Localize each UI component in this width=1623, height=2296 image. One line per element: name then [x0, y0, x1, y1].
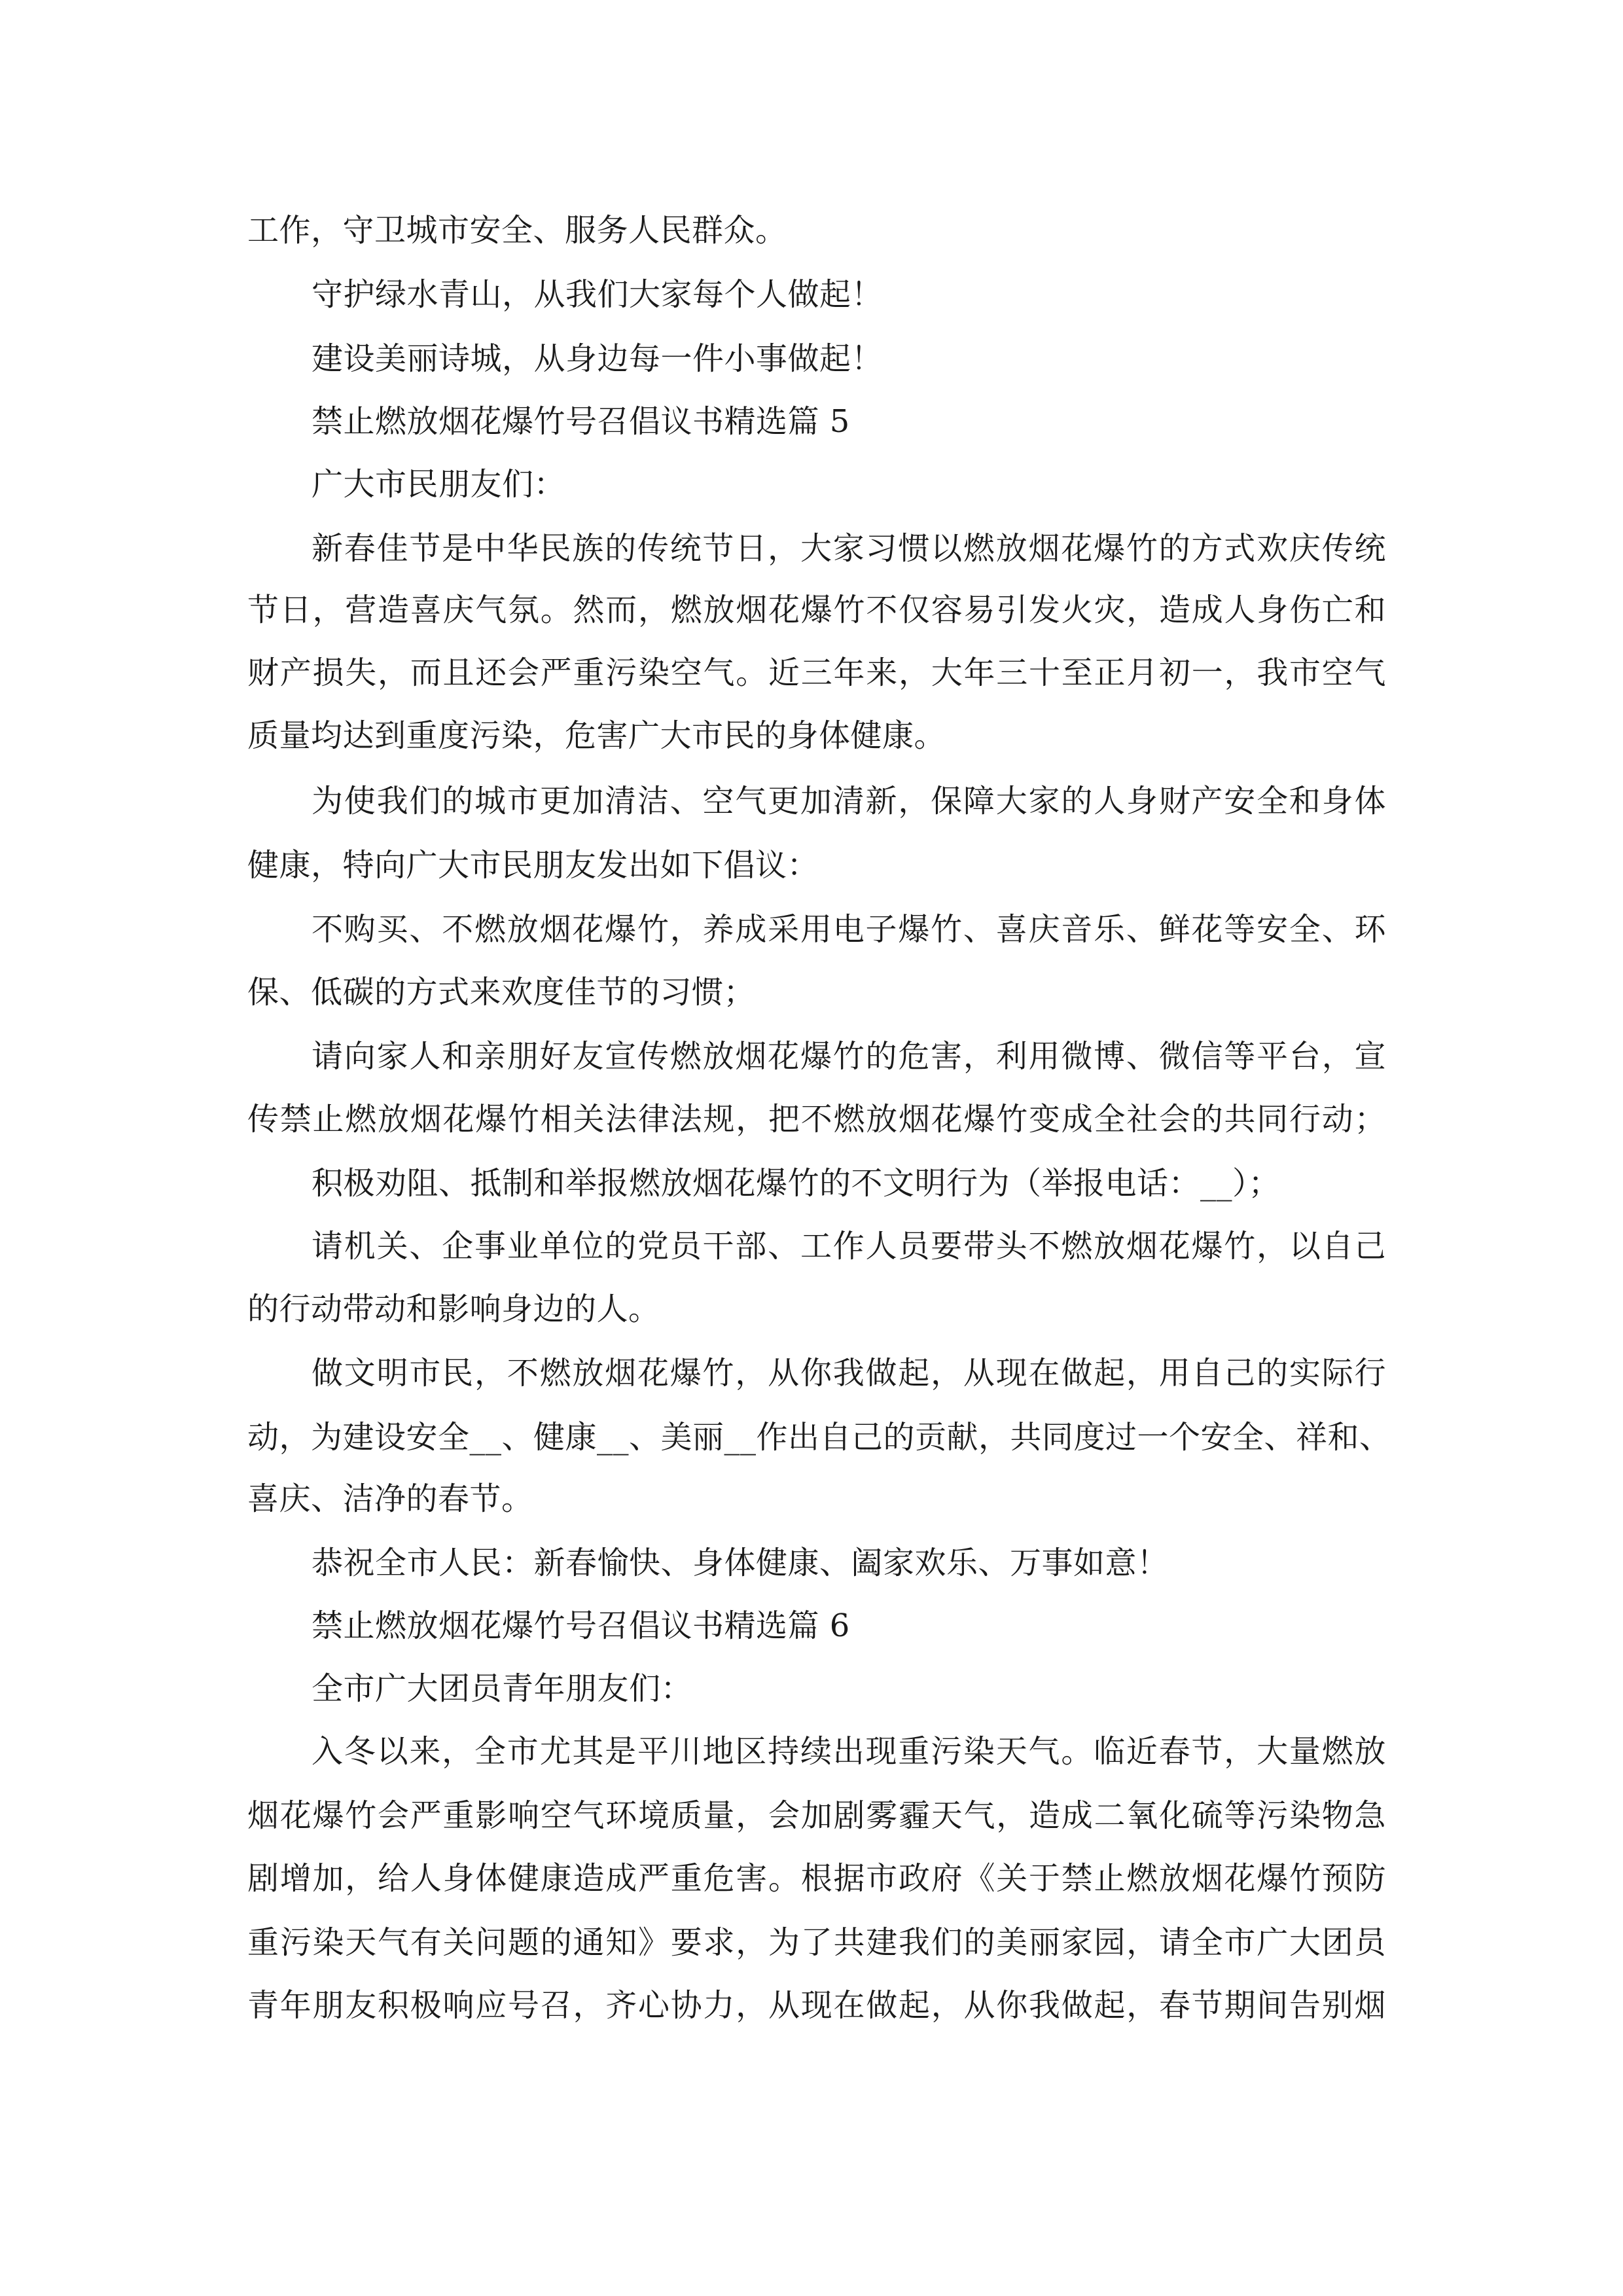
text-line: 工作，守卫城市安全、服务人民群众。 — [247, 212, 787, 249]
text-line: 烟花爆竹会严重影响空气环境质量，会加剧雾霾天气，造成二氧化硫等污染物急 — [247, 1797, 1386, 1834]
text-line: 不购买、不燃放烟花爆竹，养成采用电子爆竹、喜庆音乐、鲜花等安全、环 — [312, 911, 1386, 948]
text-line: 的行动带动和影响身边的人。 — [247, 1291, 660, 1327]
text-line: 新春佳节是中华民族的传统节日，大家习惯以燃放烟花爆竹的方式欢庆传统 — [312, 530, 1386, 567]
text-line: 健康，特向广大市民朋友发出如下倡议： — [247, 847, 819, 884]
salutation: 广大市民朋友们： — [312, 466, 566, 503]
text-line: 青年朋友积极响应号召，齐心协力，从现在做起，从你我做起，春节期间告别烟 — [247, 1987, 1386, 2024]
text-line: 重污染天气有关问题的通知》要求，为了共建我们的美丽家园，请全市广大团员 — [247, 1924, 1386, 1961]
text-line: 动，为建设安全__、健康__、美丽__作出自己的贡献，共同度过一个安全、祥和、 — [247, 1419, 1391, 1456]
text-line: 守护绿水青山，从我们大家每个人做起！ — [312, 276, 883, 313]
text-line: 传禁止燃放烟花爆竹相关法律法规，把不燃放烟花爆竹变成全社会的共同行动； — [247, 1101, 1386, 1138]
text-line: 恭祝全市人民：新春愉快、身体健康、阖家欢乐、万事如意！ — [312, 1545, 1169, 1581]
salutation: 全市广大团员青年朋友们： — [312, 1670, 693, 1707]
text-line: 做文明市民，不燃放烟花爆竹，从你我做起，从现在做起，用自己的实际行 — [312, 1355, 1386, 1391]
text-line: 剧增加，给人身体健康造成严重危害。根据市政府《关于禁止燃放烟花爆竹预防 — [247, 1860, 1386, 1897]
text-line: 节日，营造喜庆气氛。然而，燃放烟花爆竹不仅容易引发火灾，造成人身伤亡和 — [247, 592, 1386, 628]
text-line: 请向家人和亲朋好友宣传燃放烟花爆竹的危害，利用微博、微信等平台，宣 — [312, 1038, 1386, 1075]
section-heading: 禁止燃放烟花爆竹号召倡议书精选篇 6 — [312, 1607, 850, 1644]
text-line: 质量均达到重度污染，危害广大市民的身体健康。 — [247, 717, 946, 754]
text-line: 保、低碳的方式来欢度佳节的习惯； — [247, 974, 756, 1011]
text-line: 建设美丽诗城，从身边每一件小事做起！ — [312, 340, 883, 377]
text-line: 为使我们的城市更加清洁、空气更加清新，保障大家的人身财产安全和身体 — [312, 783, 1386, 819]
text-line: 请机关、企事业单位的党员干部、工作人员要带头不燃放烟花爆竹，以自己 — [312, 1228, 1386, 1265]
section-heading: 禁止燃放烟花爆竹号召倡议书精选篇 5 — [312, 403, 850, 440]
text-line: 入冬以来，全市尤其是平川地区持续出现重污染天气。临近春节，大量燃放 — [312, 1733, 1386, 1770]
text-line: 喜庆、洁净的春节。 — [247, 1480, 533, 1517]
text-line: 积极劝阻、抵制和举报燃放烟花爆竹的不文明行为（举报电话：__）； — [312, 1165, 1281, 1202]
text-line: 财产损失，而且还会严重污染空气。近三年来，大年三十至正月初一，我市空气 — [247, 655, 1386, 691]
